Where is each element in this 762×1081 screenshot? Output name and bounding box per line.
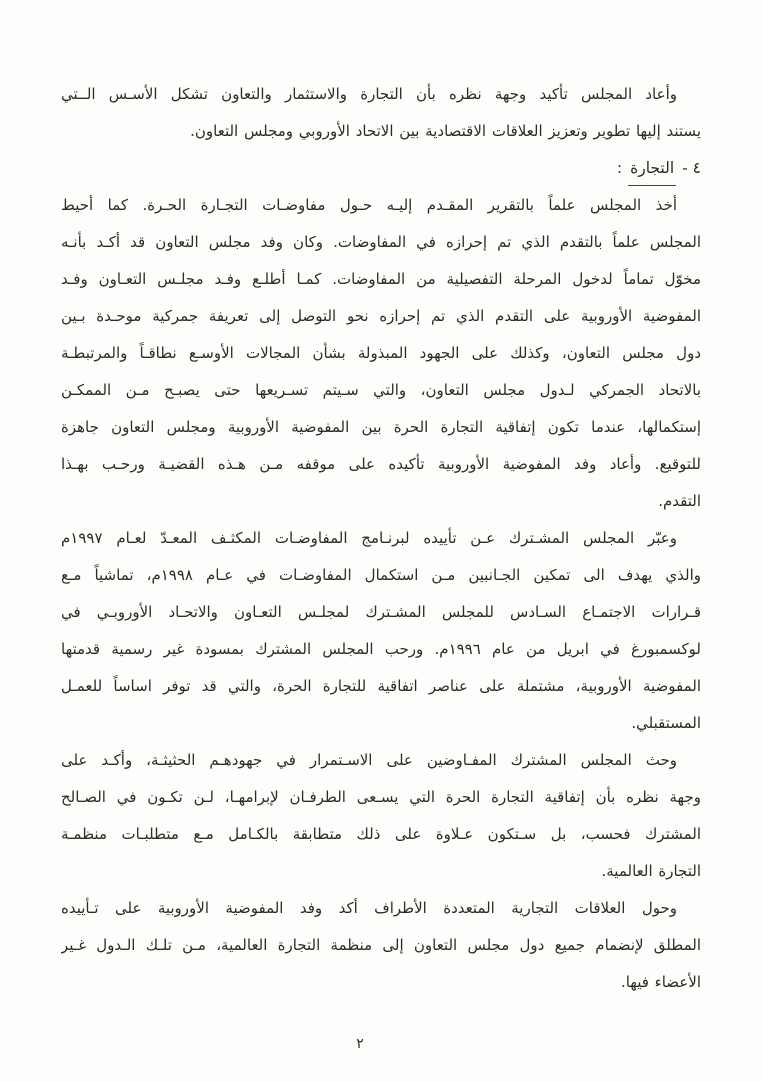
text-line: بالاتحاد الجمركي لـدول مجلس التعاون، والتي سـيتم تسـريعها حتى يصبـح مـن الممكـن — [61, 381, 701, 399]
text-line: إستكمالها، عندما تكون إتفاقية التجارة الحرة بين المفوضية الأوروبية ومجلس التعاون جاهزة — [61, 418, 701, 436]
section-heading — [61, 150, 701, 187]
paragraph-trade-report — [61, 187, 701, 520]
text-line: المطلق لإنضمام جميع دول مجلس التعاون إلى منظمة التجارة العالمية، مـن تلـك الـدول غـير — [61, 936, 701, 954]
paragraph-negotiation-program — [61, 520, 701, 742]
section-colon: : — [616, 159, 623, 177]
text-line: التجارة العالمية. — [601, 862, 701, 880]
text-line: الأعضاء فيها. — [620, 973, 701, 991]
text-line: التقدم. — [658, 492, 701, 510]
text-line: يستند إليها تطوير وتعزيز العلاقات الاقتصادية بين الاتحاد الأوروبي ومجلس التعاون. — [190, 122, 701, 140]
intro-paragraph — [61, 76, 701, 150]
section-number: ٤ - — [682, 159, 701, 177]
text-line: مخوّل تماماً لدخول المرحلة التفصيلية من المفاوضات. كمـا أطلـع وفـد مجلـس التعـاون وفـد — [61, 270, 701, 288]
paragraph-multilateral-relations — [61, 890, 701, 1001]
text-line: وأعاد المجلس تأكيد وجهة نظره بأن التجارة والاستثمار والتعاون تشكل الأسـس الــتي — [61, 85, 677, 103]
text-line: قـرارات الاجتمـاع السـادس للمجلس المشـترك لمجلـس التعـاون والاتحـاد الأوروبـي في — [61, 603, 701, 621]
text-line: وحول العلاقات التجارية المتعددة الأطراف أكد وفد المفوضية الأوروبية على تـأييده — [61, 899, 677, 917]
text-line: المفوضية الأوروبية، مشتملة على عناصر اتفاقية للتجارة الحرة، والتي قد توفر اساساً للعمـل — [61, 677, 701, 695]
text-line: وحث المجلس المشترك المفـاوضين على الاسـتمرار في جهودهـم الحثيثـة، وأكـد على — [61, 751, 677, 769]
text-line: وجهة نظره بأن إتفاقية التجارة الحرة التي يسـعى الطرفـان لإبرامهـا، لـن تكـون في الصـالح — [61, 788, 701, 806]
text-line: المستقبلي. — [631, 714, 701, 732]
text-line: أخذ المجلس علماً بالتقرير المقـدم إليـه حـول مفاوضـات التجـارة الحـرة. كما أحيط — [61, 196, 677, 214]
text-line: المجلس علماً بالتقدم الذي تم إحرازه في المفاوضات. وكان وفد مجلس التعاون قد أكـد بأنـه — [61, 233, 701, 251]
text-line: وعبّر المجلس المشـترك عـن تأييده لبرنـامج المفاوضـات المكثـف المعـدّ لعـام ١٩٩٧م — [61, 529, 677, 547]
text-line: المشترك فحسب، بل سـتكون عـلاوة على ذلك متطابقة بالكـامل مـع متطلبـات منظمـة — [61, 825, 701, 843]
text-line: المفوضية الأوروبية على التقدم الذي تم إحرازه نحو التوصل إلى تعريفة جمركية موحـدة بـين — [61, 307, 701, 325]
page-number: ٢ — [356, 1036, 364, 1052]
text-line: للتوقيع. وأعاد وفد المفوضية الأوروبية تأكيده على موقفه مـن هـذه القضيـة ورحـب بهـذا — [61, 455, 701, 473]
text-line: والذي يهدف الى تمكين الجـانبين مـن استكمال المفاوضـات في عـام ١٩٩٨م، تماشياً مـع — [61, 566, 701, 584]
section-title: التجارة — [628, 153, 676, 186]
paragraph-fta-wto — [61, 742, 701, 890]
text-block — [61, 76, 701, 1001]
text-line: دول مجلس التعاون، وكذلك على الجهود المبذولة بشأن المجالات الأوسـع نطاقـاً والمرتبطـة — [61, 344, 701, 362]
text-line: لوكسمبورغ في ابريل من عام ١٩٩٦م. ورحب المجلس المشترك بمسودة غير رسمية قدمتها — [61, 640, 701, 658]
